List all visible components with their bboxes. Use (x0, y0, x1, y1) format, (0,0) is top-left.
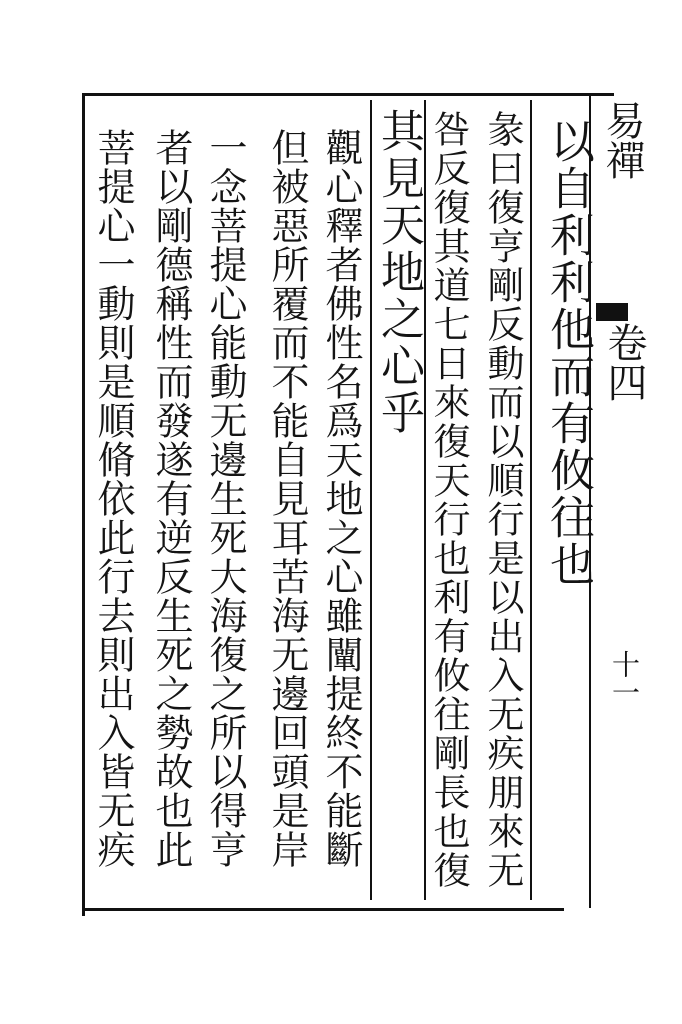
column-divider (370, 100, 372, 900)
column-divider (530, 100, 532, 900)
margin-page-number: 十一 (608, 650, 641, 706)
text-column-2: 彖曰復亨剛反動而以順行是以出入无疾朋來无 (481, 110, 524, 890)
text-column-6: 但被惡所覆而不能自見耳苦海无邊回頭是岸 (265, 128, 309, 869)
text-column-9: 菩提心一動則是順脩依此行去則出入皆无疾 (91, 128, 135, 869)
margin-title: 易禪 (599, 100, 645, 180)
text-column-8: 者以剛德稱性而發遂有逆反生死之勢故也此 (149, 128, 193, 869)
margin-volume: 卷四 (601, 322, 647, 402)
frame-bottom-rule (84, 908, 564, 911)
column-divider (424, 100, 426, 900)
fish-tail-mark (596, 303, 628, 321)
text-column-5: 觀心釋者佛性名爲天地之心雖闡提終不能斷 (319, 128, 363, 869)
frame-top-rule (84, 93, 614, 96)
text-column-3: 咎反復其道七日來復天行也利有攸往剛長也復 (427, 110, 470, 890)
text-column-4: 其見天地之心乎 (373, 108, 424, 437)
frame-left-rule (82, 93, 85, 916)
text-column-7: 一念菩提心能動无邊生死大海復之所以得亨 (203, 128, 247, 869)
text-column-1: 以自利利他而有攸往也 (542, 118, 595, 588)
